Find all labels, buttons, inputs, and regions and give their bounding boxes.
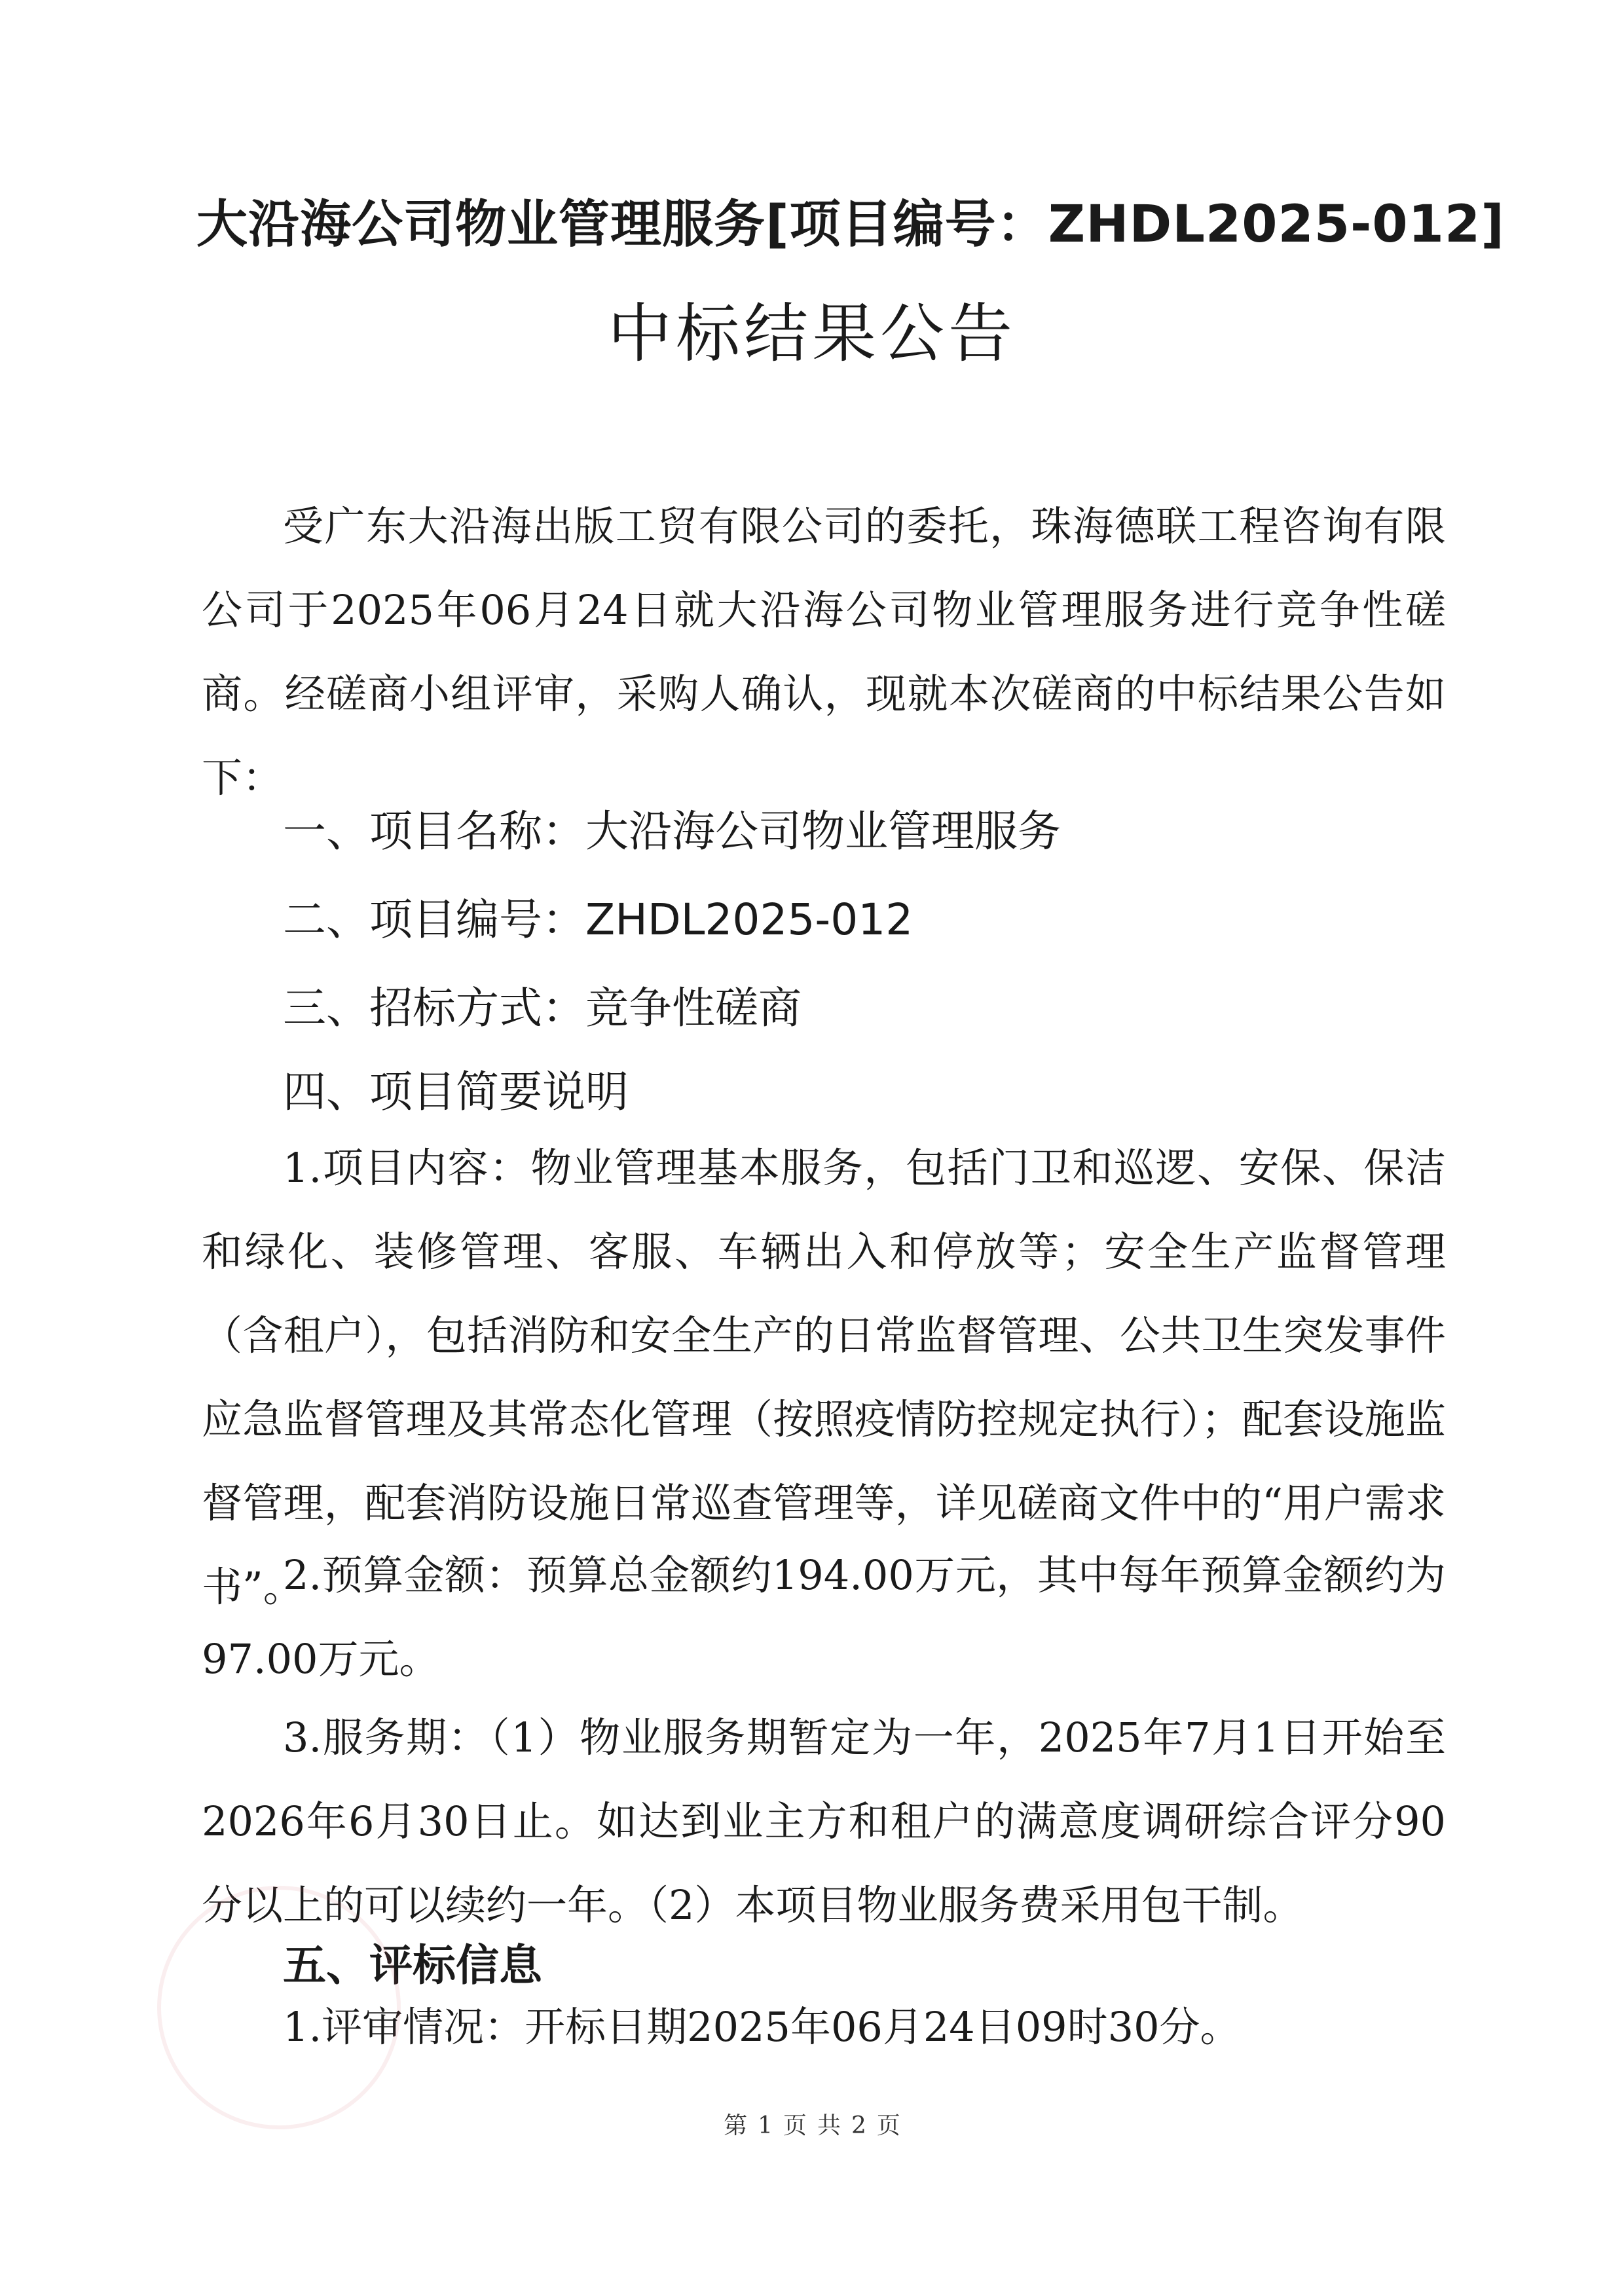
section-project-number: 二、项目编号：ZHDL2025-012 bbox=[283, 894, 913, 945]
section-project-summary: 四、项目简要说明 bbox=[283, 1067, 629, 1117]
total-pages: 2 bbox=[851, 2112, 866, 2139]
section-project-name: 一、项目名称：大沿海公司物业管理服务 bbox=[283, 806, 1061, 856]
section-evaluation-info: 五、评标信息 bbox=[283, 1940, 542, 1991]
item-service-period: 3.服务期：（1）物业服务期暂定为一年，2025年7月1日开始至2026年6月30日止。如达到业主方和租户的满意度调研综合评分90分以上的可以续约一年。（2）本项目物业服务费采用包干制。 bbox=[202, 1714, 1446, 1929]
announcement-title-line1: 大沿海公司物业管理服务[项目编号：ZHDL2025-012] bbox=[196, 195, 1505, 254]
section-bid-method: 三、招标方式：竞争性磋商 bbox=[283, 983, 802, 1033]
faded-seal-mark bbox=[157, 1886, 401, 2129]
intro-paragraph: 受广东大沿海出版工贸有限公司的委托，珠海德联工程咨询有限公司于2025年06月24日就大沿海公司物业管理服务进行竞争性磋商。经磋商小组评审，采购人确认，现就本次磋商的中标结果公告如下： bbox=[202, 502, 1446, 801]
item-project-content: 1.项目内容：物业管理基本服务，包括门卫和巡逻、安保、保洁和绿化、装修管理、客服、车辆出入和停放等；安全生产监督管理（含租户），包括消防和安全生产的日常监督管理、公共卫生突发事件应急监督管理及其常态化管理（按照疫情防控规定执行）；配套设施监督管理，配套消防设施日常巡查管理等，详见磋商文件中的“用户需求书”。 bbox=[202, 1144, 1446, 1611]
page-label-suffix: 页 bbox=[783, 2112, 807, 2139]
page-footer bbox=[0, 2110, 1624, 2142]
total-label-prefix: 共 bbox=[817, 2112, 841, 2139]
total-label-suffix: 页 bbox=[876, 2112, 900, 2139]
item-evaluation-status: 1.评审情况：开标日期2025年06月24日09时30分。 bbox=[283, 2003, 1241, 2051]
item-budget-amount: 2.预算金额：预算总金额约194.00万元，其中每年预算金额约为97.00万元。 bbox=[202, 1551, 1446, 1683]
announcement-title-line2: 中标结果公告 bbox=[607, 297, 1016, 371]
page-number: 1 bbox=[758, 2112, 773, 2139]
page-label-prefix: 第 bbox=[724, 2112, 748, 2139]
